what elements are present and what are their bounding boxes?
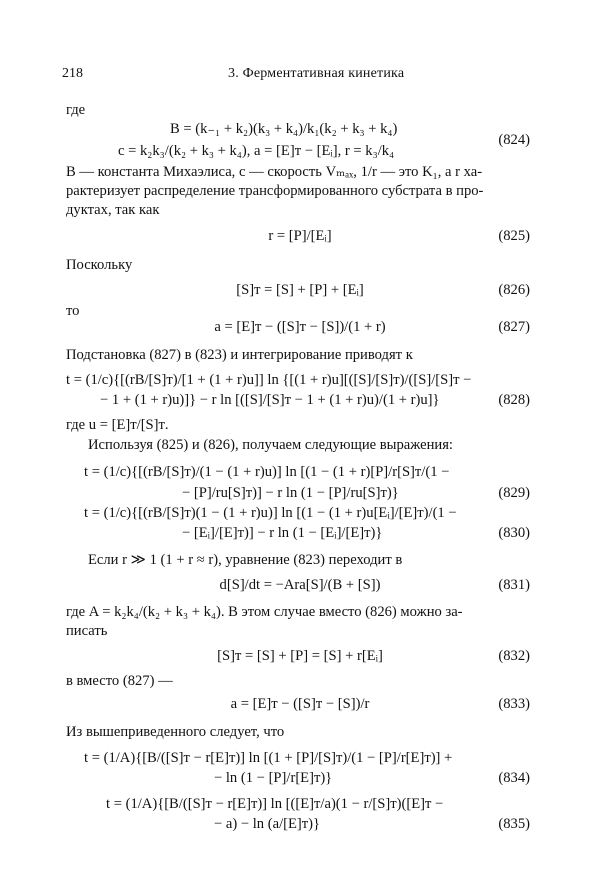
text-line: где — [66, 102, 86, 118]
equation-835-line-1: t = (1/A){[B/([S]ᴛ − r[E]ᴛ)] ln [([E]ᴛ/a)(1 − r/[S]ᴛ)([E]ᴛ − — [106, 796, 444, 812]
page-number: 218 — [62, 66, 83, 81]
equation-number-832: (832) — [498, 648, 530, 664]
text-line: где A = k₂k₄/(k₂ + k₃ + k₄). В этом случае вместо (826) можно за- — [66, 604, 463, 620]
equation-number-827: (827) — [498, 319, 530, 335]
equation-number-828: (828) — [498, 392, 530, 408]
text-line: Подстановка (827) в (823) и интегрирование приводят к — [66, 347, 413, 363]
equation-828-line-2: − 1 + (1 + r)u)]} − r ln [([S]/[S]ᴛ − 1 + (1 + r)u)/(1 + r)u]} — [100, 392, 440, 408]
equation-number-829: (829) — [498, 485, 530, 501]
text-line: Поскольку — [66, 257, 133, 273]
equation-824-line-1: B = (k₋₁ + k₂)(k₃ + k₄)/k₁(k₂ + k₃ + k₄) — [170, 121, 398, 137]
equation-831: d[S]/dt = −Ara[S]/(B + [S]) — [219, 577, 381, 593]
text-line: Используя (825) и (826), получаем следующие выражения: — [88, 437, 453, 453]
equation-number-826: (826) — [498, 282, 530, 298]
text-line: Если r ≫ 1 (1 + r ≈ r), уравнение (823) переходит в — [88, 552, 403, 568]
equation-824-line-2: c = k₂k₃/(k₂ + k₃ + k₄), a = [E]ᴛ − [Eᵢ], r = k₃/k₄ — [118, 143, 395, 159]
text-line: дуктах, так как — [66, 202, 160, 218]
equation-826: [S]ᴛ = [S] + [P] + [Eᵢ] — [236, 282, 364, 298]
equation-832: [S]ᴛ = [S] + [P] = [S] + r[Eᵢ] — [217, 648, 383, 664]
text-line: B — константа Михаэлиса, c — скорость Vₘₐₓ, 1/r — это K₁, а r ха- — [66, 164, 483, 180]
equation-833: a = [E]ᴛ − ([S]ᴛ − [S])/r — [230, 696, 370, 712]
equation-number-833: (833) — [498, 696, 530, 712]
equation-829-line-2: − [P]/ru[S]ᴛ)] − r ln (1 − [P]/ru[S]ᴛ)} — [182, 485, 399, 501]
text-line: то — [66, 303, 80, 319]
equation-number-824: (824) — [498, 132, 530, 148]
equation-835-line-2: − a) − ln (a/[E]ᴛ)} — [214, 816, 321, 832]
text-line: Из вышеприведенного следует, что — [66, 724, 285, 740]
equation-834-line-1: t = (1/A){[B/([S]ᴛ − r[E]ᴛ)] ln [(1 + [P]/[S]ᴛ)/(1 − [P]/r[E]ᴛ)] + — [84, 750, 453, 766]
equation-830-line-1: t = (1/c){[(rB/[S]ᴛ)(1 − (1 + r)u)] ln [(1 − (1 + r)u[Eᵢ]/[E]ᴛ)/(1 − — [84, 505, 457, 521]
text-line: где u = [E]ᴛ/[S]ᴛ. — [66, 417, 169, 433]
equation-827: a = [E]ᴛ − ([S]ᴛ − [S])/(1 + r) — [214, 319, 386, 335]
equation-825: r = [P]/[Eᵢ] — [268, 228, 332, 244]
equation-number-834: (834) — [498, 770, 530, 786]
equation-830-line-2: − [Eᵢ]/[E]ᴛ)] − r ln (1 − [Eᵢ]/[E]ᴛ)} — [182, 525, 383, 541]
text-line: в вместо (827) — — [66, 673, 173, 689]
equation-number-830: (830) — [498, 525, 530, 541]
equation-828-line-1: t = (1/c){[(rB/[S]ᴛ)/[1 + (1 + r)u]] ln {[(1 + r)u][([S]/[S]ᴛ)/([S]/[S]ᴛ − — [66, 372, 472, 388]
equation-834-line-2: − ln (1 − [P]/r[E]ᴛ)} — [214, 770, 333, 786]
equation-number-835: (835) — [498, 816, 530, 832]
text-line: рактеризует распределение трансформированного субстрата в про- — [66, 183, 484, 199]
chapter-title: 3. Ферментативная кинетика — [228, 66, 405, 81]
equation-number-825: (825) — [498, 228, 530, 244]
equation-829-line-1: t = (1/c){[(rB/[S]ᴛ)/(1 − (1 + r)u)] ln [(1 − (1 + r)[P]/r[S]ᴛ/(1 − — [84, 464, 450, 480]
equation-number-831: (831) — [498, 577, 530, 593]
text-line: писать — [66, 623, 108, 639]
